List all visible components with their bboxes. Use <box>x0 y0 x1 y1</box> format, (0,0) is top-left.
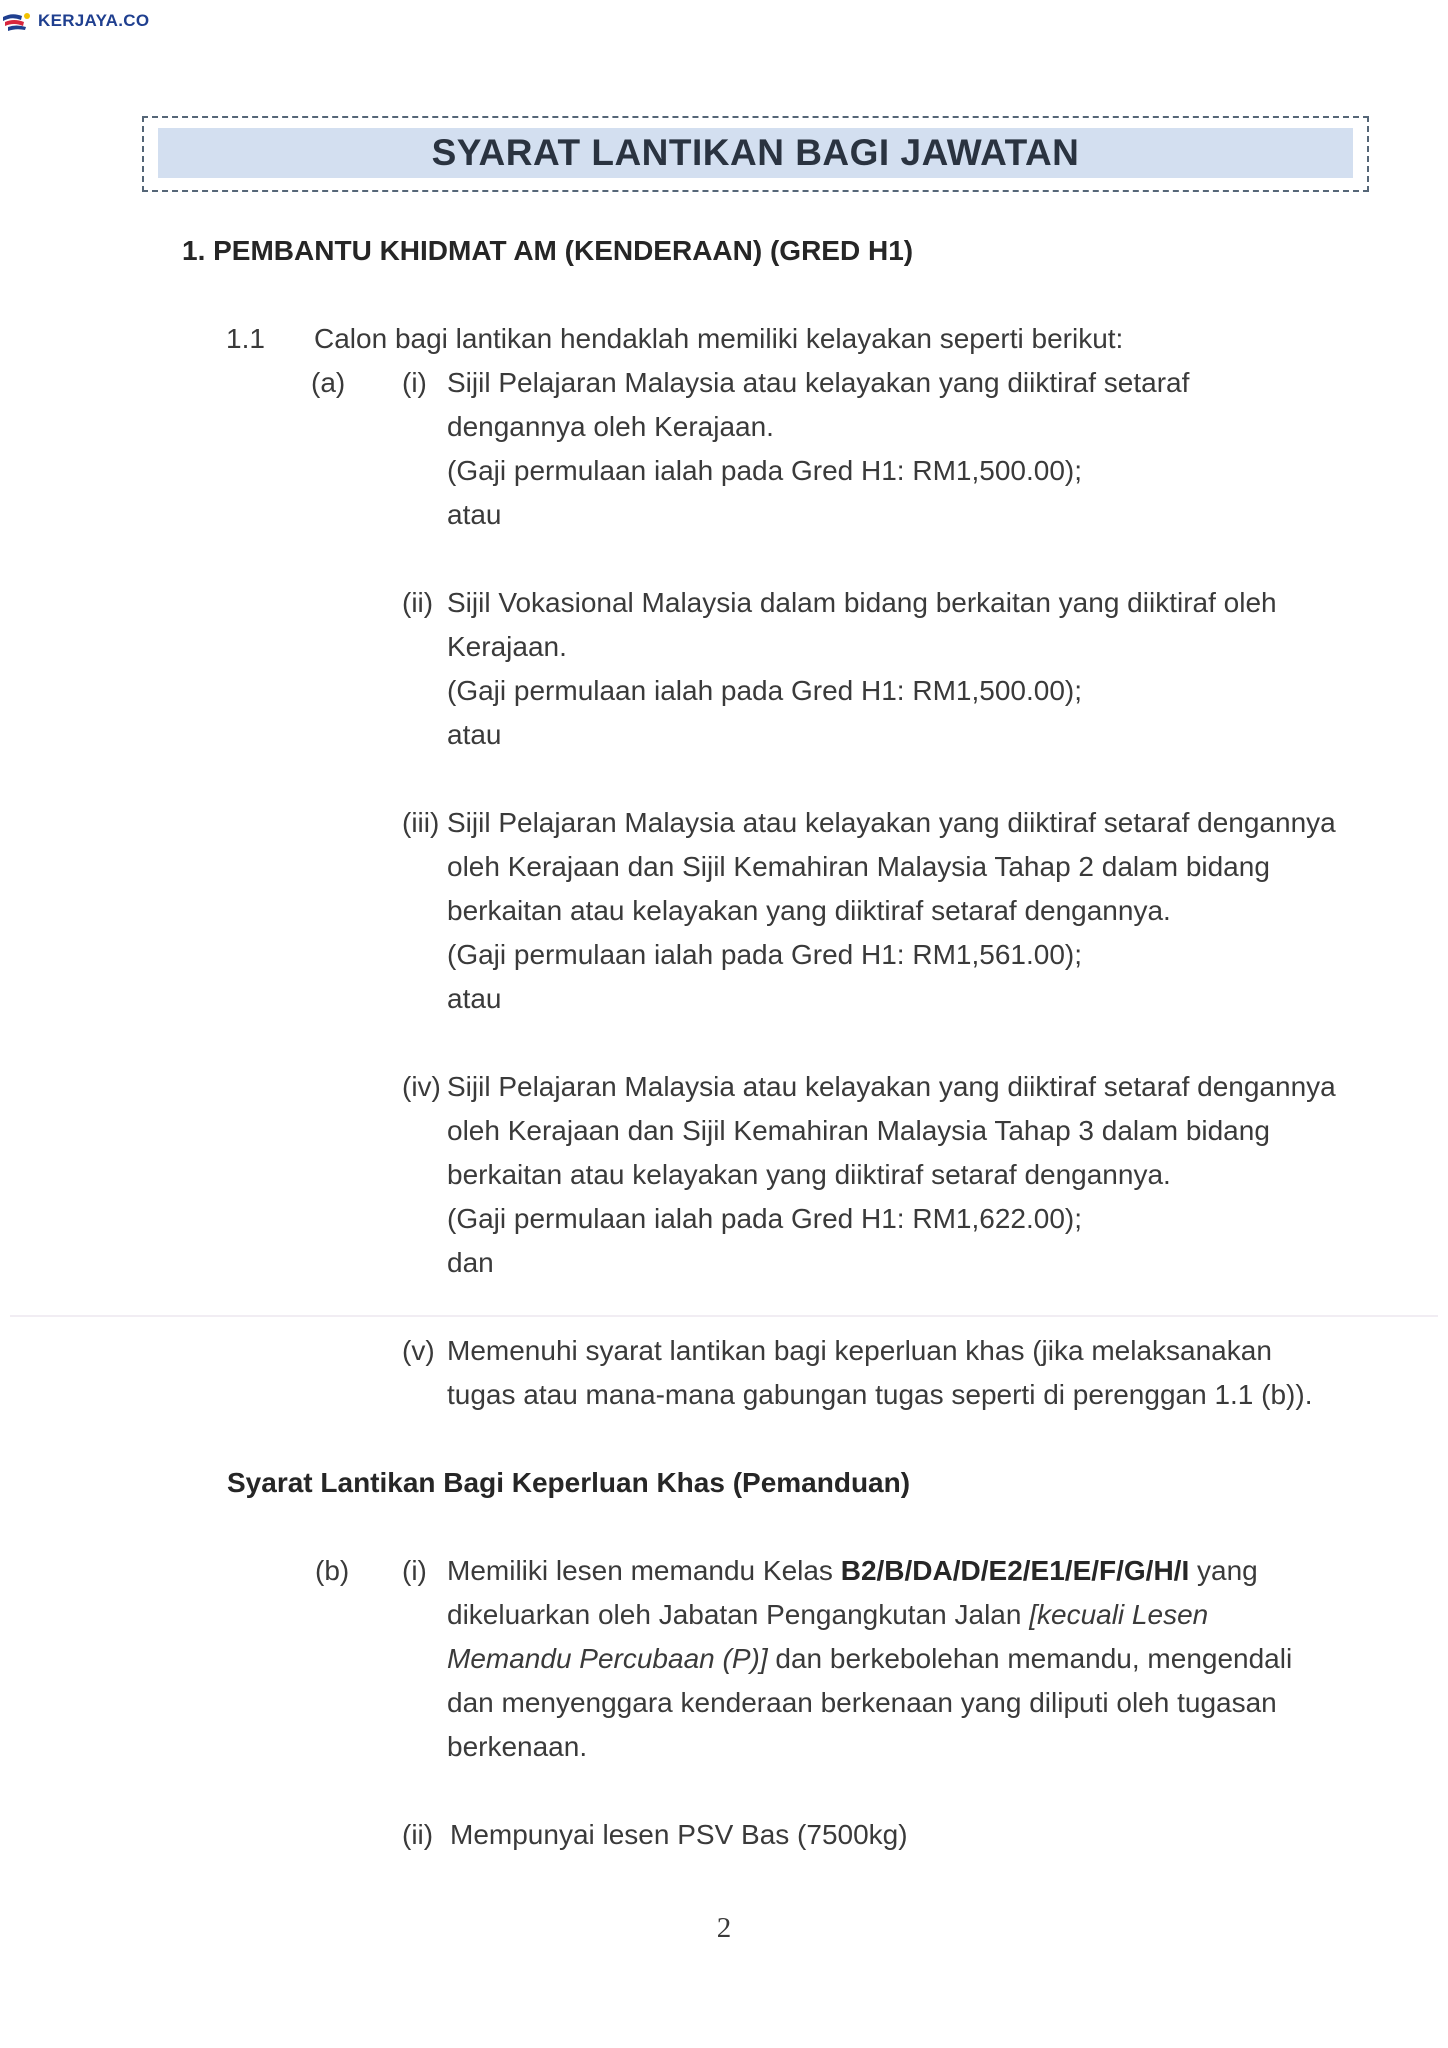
subsection-intro: Calon bagi lantikan hendaklah memiliki kelayakan seperti berikut: <box>314 323 1124 354</box>
connector-line: atau <box>447 499 502 530</box>
brand-logo <box>2 10 149 32</box>
page-number: 2 <box>716 1912 732 1944</box>
item-line: oleh Kerajaan dan Sijil Kemahiran Malaysia Tahap 2 dalam bidang <box>447 851 1270 882</box>
item-number: (ii) <box>402 1819 434 1850</box>
item-line: dengannya oleh Kerajaan. <box>447 411 774 442</box>
issuer-line <box>447 1598 1208 1632</box>
licence-classes: B2/B/DA/D/E2/E1/E/F/G/H/I <box>840 1555 1190 1586</box>
connector-line: atau <box>447 983 502 1014</box>
special-requirements-heading: Syarat Lantikan Bagi Keperluan Khas (Pemanduan) <box>227 1467 911 1498</box>
text-run: dikeluarkan oleh Jabatan Pengangkutan Jalan <box>447 1599 1030 1630</box>
brand-name: KERJAYA.CO <box>38 11 150 30</box>
malaysia-flag-swoosh-icon <box>2 10 32 32</box>
scan-artifact-divider <box>10 1315 1438 1317</box>
psv-licence-line: Mempunyai lesen PSV Bas (7500kg) <box>450 1819 908 1850</box>
section-heading: 1. PEMBANTU KHIDMAT AM (KENDERAAN) (GRED H1) <box>182 235 914 266</box>
salary-line: (Gaji permulaan ialah pada Gred H1: RM1,500.00); <box>447 675 1083 706</box>
item-line: berkenaan. <box>447 1731 588 1762</box>
item-a-label: (a) <box>311 367 346 398</box>
item-line: berkaitan atau kelayakan yang diiktiraf setaraf dengannya. <box>447 1159 1171 1190</box>
text-run: yang <box>1189 1555 1258 1586</box>
item-line: Sijil Pelajaran Malaysia atau kelayakan yang diiktiraf setaraf dengannya <box>447 807 1336 838</box>
connector-line: dan <box>447 1247 494 1278</box>
subsection-number: 1.1 <box>226 323 265 354</box>
exception-line <box>447 1642 1292 1676</box>
salary-line: (Gaji permulaan ialah pada Gred H1: RM1,500.00); <box>447 455 1083 486</box>
item-line: dan menyenggara kenderaan berkenaan yang diliputi oleh tugasan <box>447 1687 1277 1718</box>
item-line: berkaitan atau kelayakan yang diiktiraf setaraf dengannya. <box>447 895 1171 926</box>
salary-line: (Gaji permulaan ialah pada Gred H1: RM1,561.00); <box>447 939 1083 970</box>
item-number: (i) <box>402 1555 427 1586</box>
item-line: Sijil Pelajaran Malaysia atau kelayakan yang diiktiraf setaraf <box>447 367 1190 398</box>
salary-line: (Gaji permulaan ialah pada Gred H1: RM1,622.00); <box>447 1203 1083 1234</box>
item-line: Sijil Pelajaran Malaysia atau kelayakan yang diiktiraf setaraf dengannya <box>447 1071 1336 1102</box>
page-title: SYARAT LANTIKAN BAGI JAWATAN <box>431 132 1080 173</box>
item-number: (v) <box>402 1335 435 1366</box>
exception-text: Memandu Percubaan (P)] <box>447 1643 768 1674</box>
item-number: (ii) <box>402 587 434 618</box>
item-number: (iii) <box>402 807 440 838</box>
exception-text: [kecuali Lesen <box>1029 1599 1209 1630</box>
item-number: (i) <box>402 367 427 398</box>
title-box <box>142 116 1369 192</box>
text-run: dan berkebolehan memandu, mengendali <box>767 1643 1293 1674</box>
item-b-label: (b) <box>315 1555 350 1586</box>
item-number: (iv) <box>402 1071 441 1102</box>
connector-line: atau <box>447 719 502 750</box>
item-line: Memenuhi syarat lantikan bagi keperluan khas (jika melaksanakan <box>447 1335 1272 1366</box>
licence-class-line <box>447 1554 1258 1588</box>
item-line: Sijil Vokasional Malaysia dalam bidang berkaitan yang diiktiraf oleh <box>447 587 1277 618</box>
item-line: oleh Kerajaan dan Sijil Kemahiran Malaysia Tahap 3 dalam bidang <box>447 1115 1270 1146</box>
item-line: tugas atau mana-mana gabungan tugas seperti di perenggan 1.1 (b)). <box>447 1379 1313 1410</box>
text-run: Memiliki lesen memandu Kelas <box>447 1555 841 1586</box>
title-band <box>158 128 1353 178</box>
item-line: Kerajaan. <box>447 631 567 662</box>
